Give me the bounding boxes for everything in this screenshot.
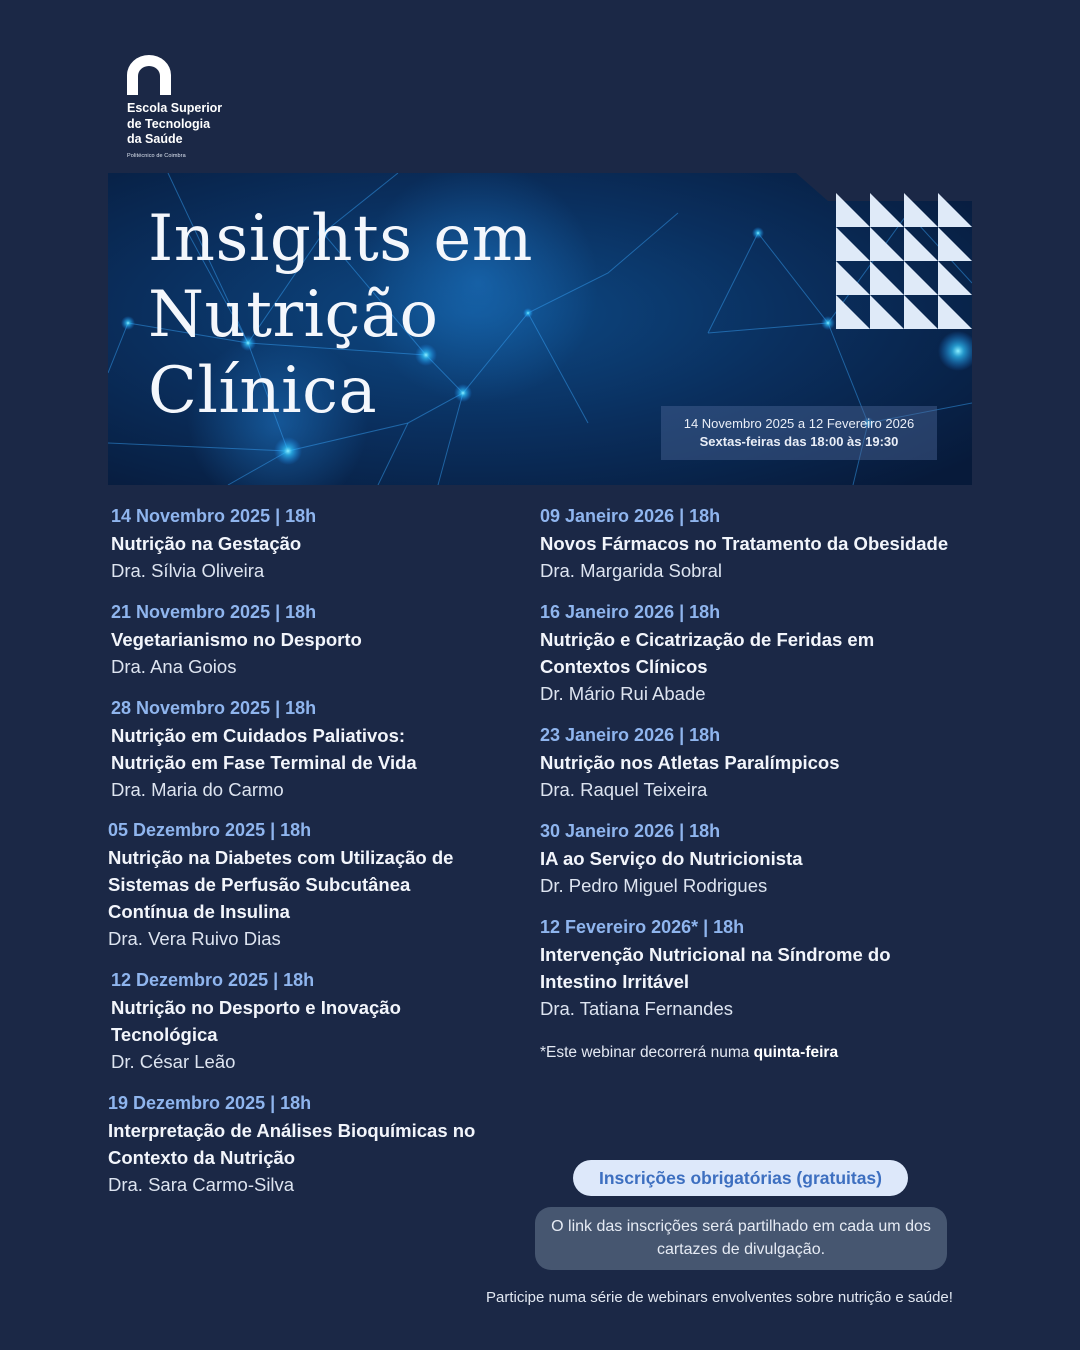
event-item <box>540 503 980 584</box>
event-date: 16 Janeiro 2026 | 18h <box>540 602 721 622</box>
title-line-1: Insights em <box>148 202 533 276</box>
arch-logo-icon <box>127 55 171 95</box>
school-name-line3: da Saúde <box>127 132 183 146</box>
footer-tagline: Participe numa série de webinars envolventes sobre nutrição e saúde! <box>486 1289 953 1306</box>
note-text: *Este webinar decorrerá numa <box>540 1044 754 1061</box>
event-speaker: Dra. Vera Ruivo Dias <box>108 928 281 949</box>
registration-info: O link das inscrições será partilhado em cada um dos cartazes de divulgação. <box>535 1207 947 1270</box>
event-speaker: Dra. Tatiana Fernandes <box>540 998 733 1019</box>
title-line-3: Clínica <box>148 354 378 428</box>
event-title: Nutrição nos Atletas Paralímpicos <box>540 752 840 773</box>
title-line-2: Nutrição <box>148 278 439 352</box>
event-speaker: Dr. César Leão <box>111 1051 236 1072</box>
event-title: Novos Fármacos no Tratamento da Obesidade <box>540 533 949 554</box>
institution-name: Politécnico de Coimbra <box>127 152 186 159</box>
event-speaker: Dra. Maria do Carmo <box>111 779 284 800</box>
event-item <box>111 695 456 803</box>
event-title: Nutrição e Cicatrização de Feridas em Contextos Clínicos <box>540 629 875 677</box>
thursday-note <box>540 1044 838 1062</box>
event-speaker: Dra. Ana Goios <box>111 656 237 677</box>
event-speaker: Dra. Margarida Sobral <box>540 560 722 581</box>
event-date: 21 Novembro 2025 | 18h <box>111 602 317 622</box>
event-title: Vegetarianismo no Desporto <box>111 629 362 650</box>
event-title <box>148 201 533 429</box>
registration-button[interactable]: Inscrições obrigatórias (gratuitas) <box>573 1160 908 1196</box>
event-date: 30 Janeiro 2026 | 18h <box>540 821 721 841</box>
date-range: 14 Novembro 2025 a 12 Fevereiro 2026 <box>683 416 915 431</box>
event-title: Nutrição na Gestação <box>111 533 302 554</box>
event-item <box>111 967 441 1075</box>
schedule-hours: Sextas-feiras das 18:00 às 19:30 <box>699 434 899 449</box>
event-speaker: Dr. Pedro Miguel Rodrigues <box>540 875 768 896</box>
school-name-line2: de Tecnologia <box>127 116 211 131</box>
school-logo <box>127 55 222 164</box>
event-title: Nutrição na Diabetes com Utilização de Sistemas de Perfusão Subcutânea Contínua de Insulina <box>108 847 454 922</box>
hero-banner <box>108 173 972 485</box>
event-item <box>540 722 980 803</box>
event-item <box>108 817 493 952</box>
event-speaker: Dra. Raquel Teixeira <box>540 779 708 800</box>
event-title: Intervenção Nutricional na Síndrome do Intestino Irritável <box>540 944 891 992</box>
school-name <box>127 101 222 164</box>
event-speaker: Dra. Sílvia Oliveira <box>111 560 265 581</box>
event-speaker: Dr. Mário Rui Abade <box>540 683 706 704</box>
event-item <box>108 1090 488 1198</box>
event-date: 28 Novembro 2025 | 18h <box>111 698 317 718</box>
event-date: 14 Novembro 2025 | 18h <box>111 506 317 526</box>
school-name-line1: Escola Superior <box>127 101 223 115</box>
event-date: 05 Dezembro 2025 | 18h <box>108 820 312 840</box>
event-item <box>540 914 935 1022</box>
event-date: 12 Dezembro 2025 | 18h <box>111 970 315 990</box>
note-bold: quinta-feira <box>753 1044 839 1061</box>
event-date: 23 Janeiro 2026 | 18h <box>540 725 721 745</box>
event-title: Interpretação de Análises Bioquímicas no Contexto da Nutrição <box>108 1120 476 1168</box>
event-date: 19 Dezembro 2025 | 18h <box>108 1093 312 1113</box>
event-title: IA ao Serviço do Nutricionista <box>540 848 803 869</box>
event-item <box>540 599 920 707</box>
event-speaker: Dra. Sara Carmo-Silva <box>108 1174 295 1195</box>
event-title: Nutrição em Cuidados Paliativos: Nutrição em Fase Terminal de Vida <box>111 725 417 773</box>
event-title: Nutrição no Desporto e Inovação Tecnológica <box>111 997 401 1045</box>
event-item <box>111 503 551 584</box>
event-date: 12 Fevereiro 2026* | 18h <box>540 917 745 937</box>
event-date: 09 Janeiro 2026 | 18h <box>540 506 721 526</box>
event-item <box>540 818 980 899</box>
event-item <box>111 599 551 680</box>
date-range-box <box>661 406 937 460</box>
